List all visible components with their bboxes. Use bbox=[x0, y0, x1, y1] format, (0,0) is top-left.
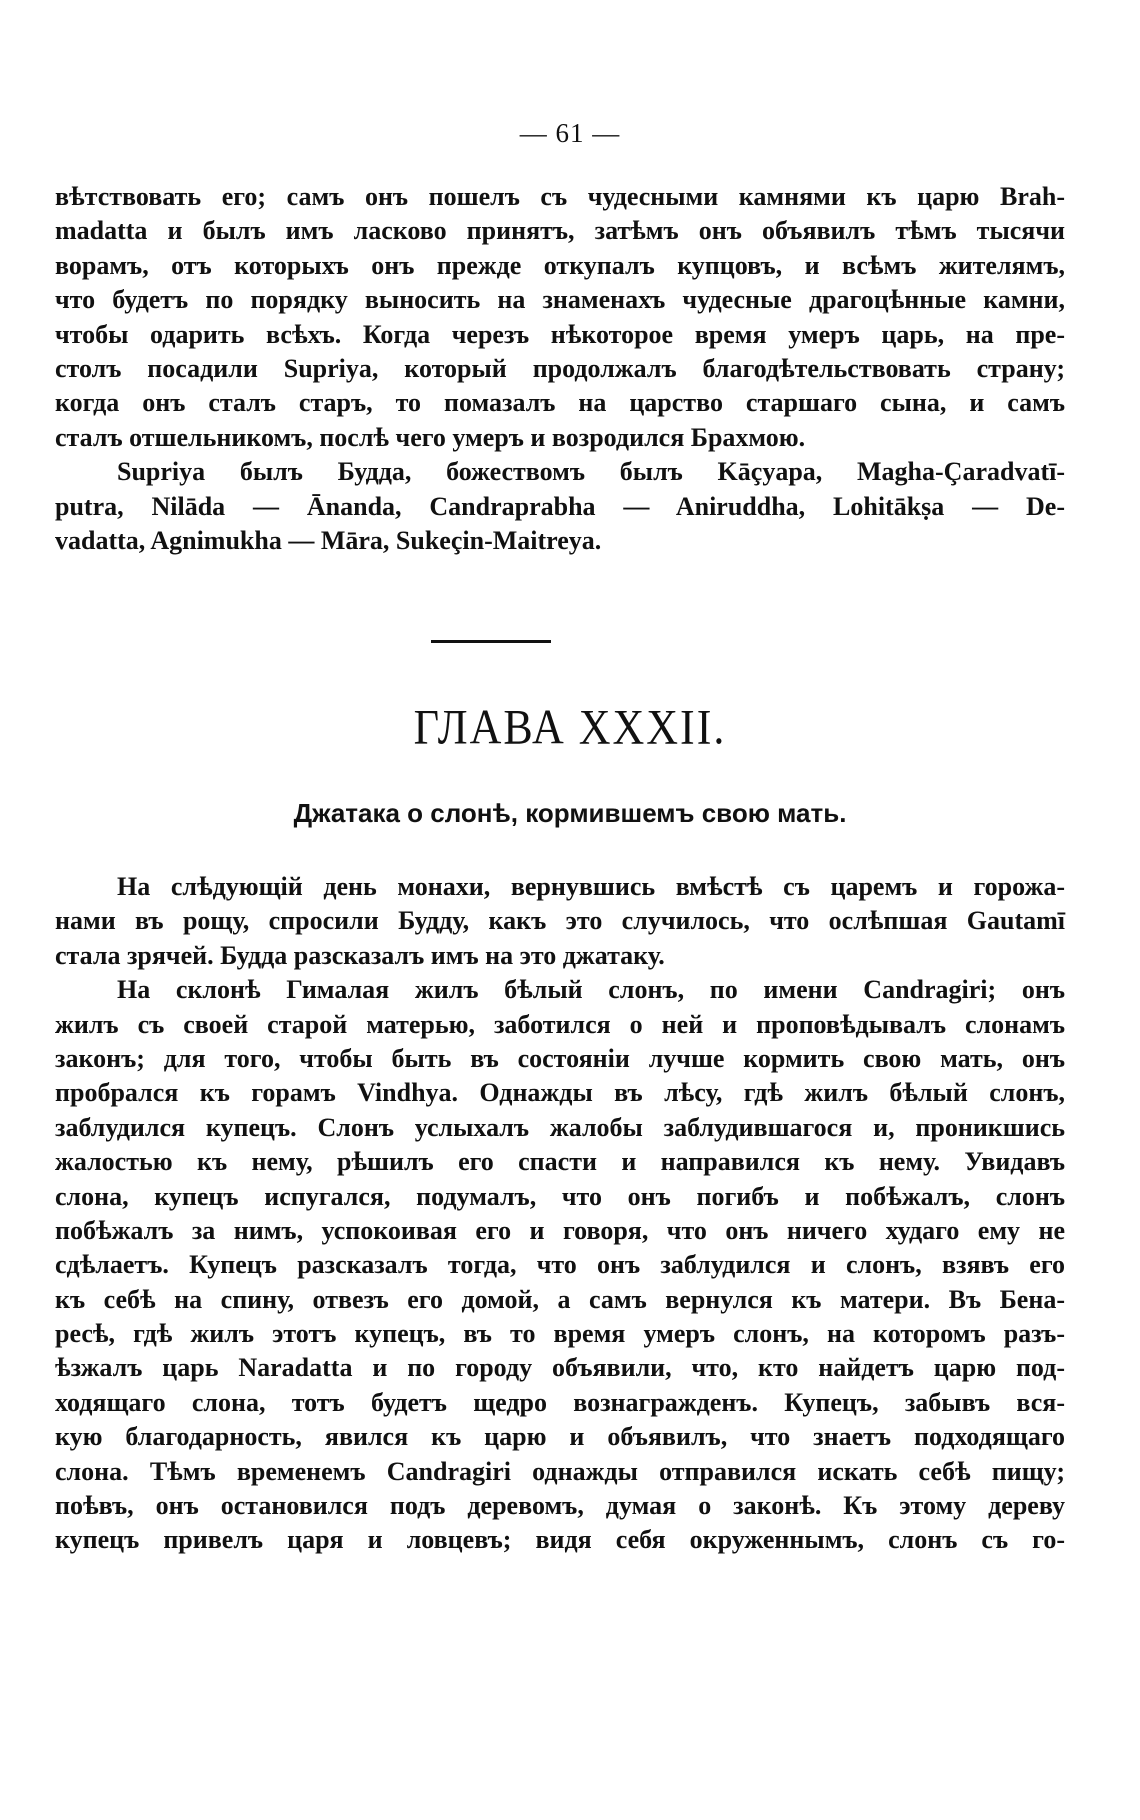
text-line: сталъ отшельникомъ, послѣ чего умеръ и возродился Брахмою. bbox=[55, 422, 806, 452]
text-line: слона, купецъ испугался, подумалъ, что онъ погибъ и побѣжалъ, слонъ bbox=[55, 1181, 1065, 1211]
text-line: столъ посадили Supriya, который продолжалъ благодѣтельствовать страну; bbox=[55, 353, 1065, 383]
text-block-top bbox=[55, 180, 1065, 558]
text-line: пробрался къ горамъ Vindhya. Однажды въ лѣсу, гдѣ жилъ бѣлый слонъ, bbox=[55, 1078, 1065, 1108]
text-line: кую благодарность, явился къ царю и объявилъ, что знаетъ подходящаго bbox=[55, 1422, 1065, 1452]
text-line: vadatta, Agnimukha — Māra, Sukeçin-Maitreya. bbox=[55, 525, 602, 555]
text-line: жилъ съ своей старой матерью, заботился о ней и проповѣдывалъ слонамъ bbox=[55, 1009, 1065, 1039]
text-line: ресѣ, гдѣ жилъ этотъ купецъ, въ то время умеръ слонъ, на которомъ разъ- bbox=[55, 1319, 1065, 1349]
text-line: купецъ привелъ царя и ловцевъ; видя себя окруженнымъ, слонъ съ го- bbox=[55, 1525, 1065, 1555]
text-line: поѣвъ, онъ остановился подъ деревомъ, думая о законѣ. Къ этому дереву bbox=[55, 1491, 1065, 1521]
page-number: — 61 — bbox=[519, 118, 621, 148]
text-line: побѣжалъ за нимъ, успокоивая его и говоря, что онъ ничего худаго ему не bbox=[55, 1215, 1065, 1245]
text-line: что будетъ по порядку выносить на знаменахъ чудесные драгоцѣнные камни, bbox=[55, 285, 1065, 315]
text-line: законъ; для того, чтобы быть въ состояніи лучше кормить свою мать, онъ bbox=[55, 1043, 1065, 1073]
chapter-title: ГЛАВА XXXII. bbox=[413, 700, 727, 755]
text-line: ѣзжалъ царь Naradatta и по городу объявили, что, кто найдетъ царю под- bbox=[55, 1353, 1065, 1383]
text-line: къ себѣ на спину, отвезъ его домой, а самъ вернулся къ матери. Въ Бена- bbox=[55, 1284, 1065, 1314]
text-line: заблудился купецъ. Слонъ услыхалъ жалобы заблудившагося и, проникшись bbox=[55, 1112, 1065, 1142]
text-line: madatta и былъ имъ ласково принятъ, затѣмъ онъ объявилъ тѣмъ тысячи bbox=[55, 216, 1065, 246]
text-line: когда онъ сталъ старъ, то помазалъ на царство старшаго сына, и самъ bbox=[55, 388, 1065, 418]
chapter-subtitle: Джатака о слонѣ, кормившемъ свою мать. bbox=[293, 798, 847, 828]
text-line: чтобы одарить всѣхъ. Когда черезъ нѣкоторое время умеръ царь, на пре- bbox=[55, 319, 1065, 349]
text-line: стала зрячей. Будда разсказалъ имъ на это джатаку. bbox=[55, 940, 665, 970]
text-line: слона. Тѣмъ временемъ Candragiri однажды отправился искать себѣ пищу; bbox=[55, 1456, 1065, 1486]
text-line: сдѣлаетъ. Купецъ разсказалъ тогда, что онъ заблудился и слонъ, взявъ его bbox=[55, 1250, 1065, 1280]
text-line: putra, Nilāda — Ānanda, Candraprabha — Aniruddha, Lohitākṣa — De- bbox=[55, 491, 1065, 521]
text-block-main bbox=[55, 870, 1065, 1558]
text-line: нами въ рощу, спросили Будду, какъ это случилось, что ослѣпшая Gautamī bbox=[55, 906, 1065, 936]
section-divider bbox=[431, 640, 551, 643]
text-line: На слѣдующій день монахи, вернувшись вмѣстѣ съ царемъ и горожа- bbox=[117, 872, 1065, 901]
text-line: На склонѣ Гималая жилъ бѣлый слонъ, по имени Candragiri; онъ bbox=[117, 975, 1065, 1005]
text-line: ходящаго слона, тотъ будетъ щедро вознагражденъ. Купецъ, забывъ вся- bbox=[55, 1387, 1065, 1417]
text-line: вѣтствовать его; самъ онъ пошелъ съ чудесными камнями къ царю Brah- bbox=[55, 182, 1065, 211]
text-line: Supriya былъ Будда, божествомъ былъ Kāçyapa, Magha-Çaradvatī- bbox=[117, 457, 1065, 487]
text-line: ворамъ, отъ которыхъ онъ прежде откупалъ купцовъ, и всѣмъ жителямъ, bbox=[55, 250, 1065, 280]
text-line: жалостью къ нему, рѣшилъ его спасти и направился къ нему. Увидавъ bbox=[55, 1147, 1065, 1177]
